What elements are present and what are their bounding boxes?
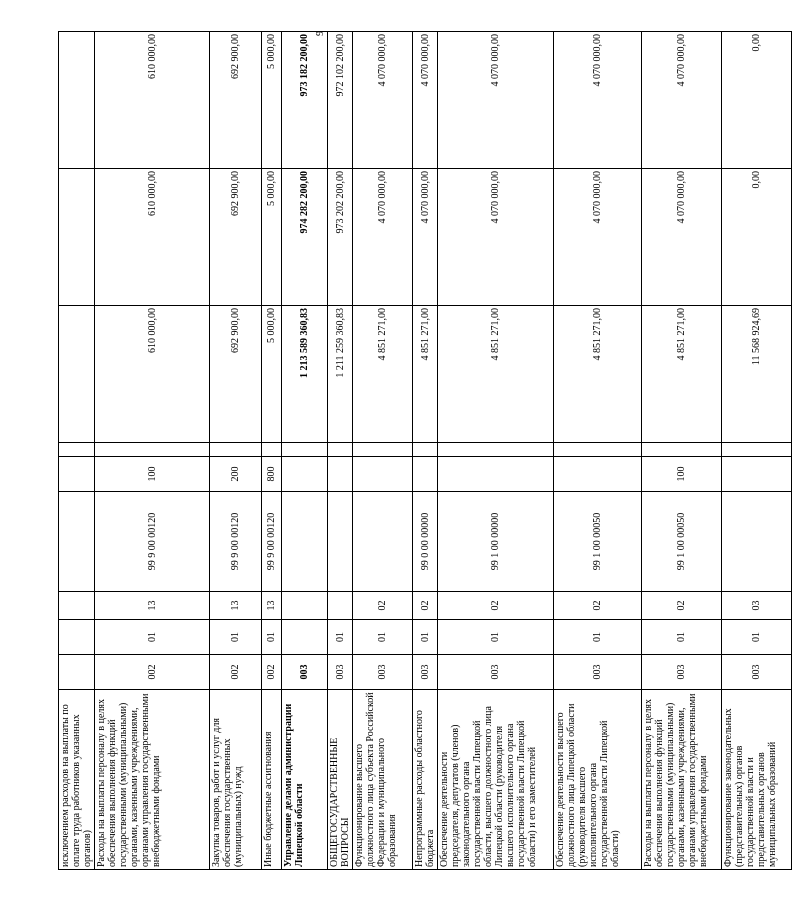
budget-table bbox=[58, 31, 792, 870]
table-row bbox=[413, 32, 438, 870]
amount-year-2: 692 900,00 bbox=[210, 169, 262, 306]
code-admin: 002 bbox=[210, 655, 262, 690]
table-row bbox=[353, 32, 413, 870]
code-admin: 003 bbox=[282, 655, 328, 690]
code-expense-type: 800 bbox=[262, 457, 282, 492]
amount-year-3: 4 070 000,00 bbox=[413, 32, 438, 169]
empty-cell bbox=[262, 443, 282, 457]
code-section: 01 bbox=[554, 620, 642, 655]
code-admin: 003 bbox=[554, 655, 642, 690]
amount-year-1: 1 211 259 360,83 bbox=[328, 306, 353, 443]
amount-year-1: 1 213 589 360,83 bbox=[282, 306, 328, 443]
amount-year-3: 4 070 000,00 bbox=[353, 32, 413, 169]
amount-year-3: 4 070 000,00 bbox=[438, 32, 554, 169]
amount-year-1: 4 851 271,00 bbox=[353, 306, 413, 443]
amount-year-1: 4 851 271,00 bbox=[642, 306, 722, 443]
code-expense-type bbox=[438, 457, 554, 492]
code-expense-type bbox=[554, 457, 642, 492]
code-expense-type bbox=[59, 457, 95, 492]
code-section: 01 bbox=[413, 620, 438, 655]
amount-year-3: 0,00 bbox=[722, 32, 792, 169]
table-row bbox=[554, 32, 642, 870]
code-expense-type: 100 bbox=[642, 457, 722, 492]
code-expense-type bbox=[282, 457, 328, 492]
code-section: 01 bbox=[262, 620, 282, 655]
table-row bbox=[282, 32, 328, 870]
amount-year-3 bbox=[59, 32, 95, 169]
code-target: 99 9 00 00120 bbox=[95, 492, 210, 592]
page-number: 9 bbox=[315, 31, 326, 36]
amount-year-2: 973 202 200,00 bbox=[328, 169, 353, 306]
code-section bbox=[59, 620, 95, 655]
amount-year-3: 5 000,00 bbox=[262, 32, 282, 169]
code-admin: 003 bbox=[722, 655, 792, 690]
code-subsection: 03 bbox=[722, 592, 792, 620]
table-row bbox=[328, 32, 353, 870]
amount-year-2 bbox=[59, 169, 95, 306]
amount-year-2: 4 070 000,00 bbox=[554, 169, 642, 306]
code-subsection: 13 bbox=[210, 592, 262, 620]
code-target: 99 1 00 00000 bbox=[438, 492, 554, 592]
row-name: Управление делами администрации Липецкой области bbox=[282, 690, 328, 870]
code-subsection: 02 bbox=[353, 592, 413, 620]
amount-year-1: 5 000,00 bbox=[262, 306, 282, 443]
amount-year-2: 4 070 000,00 bbox=[438, 169, 554, 306]
rotated-sheet bbox=[58, 32, 778, 870]
code-target bbox=[59, 492, 95, 592]
code-subsection: 13 bbox=[262, 592, 282, 620]
amount-year-2: 610 000,00 bbox=[95, 169, 210, 306]
code-expense-type bbox=[328, 457, 353, 492]
table-row bbox=[262, 32, 282, 870]
empty-cell bbox=[353, 443, 413, 457]
amount-year-2: 4 070 000,00 bbox=[413, 169, 438, 306]
row-name: Иные бюджетные ассигнования bbox=[262, 690, 282, 870]
row-name: исключением расходов на выплаты по оплате труда работников указанных органов) bbox=[59, 690, 95, 870]
amount-year-2: 974 282 200,00 bbox=[282, 169, 328, 306]
code-target bbox=[328, 492, 353, 592]
row-name: Обеспечение деятельности председателя, депутатов (членов) законодательного органа государственной власти Липецкой области, высшего должностного лица Липецкой области (руководителя высшего исполнительного органа государственной власти Липецкой области) и его заместителей bbox=[438, 690, 554, 870]
empty-cell bbox=[328, 443, 353, 457]
code-section: 01 bbox=[95, 620, 210, 655]
code-subsection: 02 bbox=[642, 592, 722, 620]
code-subsection bbox=[59, 592, 95, 620]
empty-cell bbox=[282, 443, 328, 457]
amount-year-1: 4 851 271,00 bbox=[554, 306, 642, 443]
code-subsection bbox=[282, 592, 328, 620]
row-name: Закупка товаров, работ и услуг для обеспечения государственных (муниципальных) нужд bbox=[210, 690, 262, 870]
code-expense-type bbox=[413, 457, 438, 492]
row-name: ОБЩЕГОСУДАРСТВЕННЫЕ ВОПРОСЫ bbox=[328, 690, 353, 870]
table-row bbox=[722, 32, 792, 870]
table-row bbox=[210, 32, 262, 870]
empty-cell bbox=[95, 443, 210, 457]
empty-cell bbox=[59, 443, 95, 457]
amount-year-3: 972 102 200,00 bbox=[328, 32, 353, 169]
empty-cell bbox=[554, 443, 642, 457]
row-name: Функционирование высшего должностного лица субъекта Российской Федерации и муниципального образования bbox=[353, 690, 413, 870]
table-row bbox=[59, 32, 95, 870]
table-row bbox=[642, 32, 722, 870]
code-target: 99 9 00 00120 bbox=[262, 492, 282, 592]
table-row bbox=[438, 32, 554, 870]
empty-cell bbox=[210, 443, 262, 457]
code-admin: 003 bbox=[413, 655, 438, 690]
amount-year-3: 692 900,00 bbox=[210, 32, 262, 169]
code-subsection: 02 bbox=[554, 592, 642, 620]
amount-year-3: 973 182 200,00 bbox=[282, 32, 328, 169]
empty-cell bbox=[413, 443, 438, 457]
code-target bbox=[353, 492, 413, 592]
code-admin: 002 bbox=[95, 655, 210, 690]
code-target bbox=[282, 492, 328, 592]
amount-year-1: 11 568 924,69 bbox=[722, 306, 792, 443]
code-target: 99 1 00 00050 bbox=[642, 492, 722, 592]
code-section bbox=[282, 620, 328, 655]
amount-year-2: 5 000,00 bbox=[262, 169, 282, 306]
amount-year-3: 4 070 000,00 bbox=[554, 32, 642, 169]
amount-year-2: 0,00 bbox=[722, 169, 792, 306]
row-name: Расходы на выплаты персоналу в целях обеспечения выполнения функций государственными (муниципальными) органами, казенными учреждениями, органами управления государственными внебюджетными фондами bbox=[95, 690, 210, 870]
row-name: Расходы на выплаты персоналу в целях обеспечения выполнения функций государственными (муниципальными) органами, казенными учреждениями, органами управления государственными внебюджетными фондами bbox=[642, 690, 722, 870]
amount-year-1: 4 851 271,00 bbox=[438, 306, 554, 443]
code-subsection: 02 bbox=[413, 592, 438, 620]
amount-year-3: 4 070 000,00 bbox=[642, 32, 722, 169]
code-target: 99 9 00 00120 bbox=[210, 492, 262, 592]
row-name: Функционирование законодательных (представительных) органов государственной власти и представительных органов муниципальных образований bbox=[722, 690, 792, 870]
amount-year-1: 692 900,00 bbox=[210, 306, 262, 443]
code-target: 99 0 00 00000 bbox=[413, 492, 438, 592]
code-expense-type: 200 bbox=[210, 457, 262, 492]
amount-year-2: 4 070 000,00 bbox=[353, 169, 413, 306]
code-section: 01 bbox=[722, 620, 792, 655]
table-rotor bbox=[58, 32, 778, 870]
code-section: 01 bbox=[328, 620, 353, 655]
code-expense-type bbox=[722, 457, 792, 492]
row-name: Непрограммные расходы областного бюджета bbox=[413, 690, 438, 870]
empty-cell bbox=[722, 443, 792, 457]
amount-year-3: 610 000,00 bbox=[95, 32, 210, 169]
code-target: 99 1 00 00050 bbox=[554, 492, 642, 592]
amount-year-1: 4 851 271,00 bbox=[413, 306, 438, 443]
code-section: 01 bbox=[642, 620, 722, 655]
code-admin: 003 bbox=[642, 655, 722, 690]
code-section: 01 bbox=[210, 620, 262, 655]
amount-year-2: 4 070 000,00 bbox=[642, 169, 722, 306]
code-admin: 003 bbox=[353, 655, 413, 690]
code-target bbox=[722, 492, 792, 592]
code-expense-type bbox=[353, 457, 413, 492]
code-expense-type: 100 bbox=[95, 457, 210, 492]
row-name: Обеспечение деятельности высшего должностного лица Липецкой области (руководителя высшего исполнительного органа государственной власти Липецкой области) bbox=[554, 690, 642, 870]
code-admin: 003 bbox=[438, 655, 554, 690]
code-subsection bbox=[328, 592, 353, 620]
code-subsection: 13 bbox=[95, 592, 210, 620]
amount-year-1 bbox=[59, 306, 95, 443]
code-subsection: 02 bbox=[438, 592, 554, 620]
table-row bbox=[95, 32, 210, 870]
empty-cell bbox=[438, 443, 554, 457]
code-admin bbox=[59, 655, 95, 690]
code-admin: 002 bbox=[262, 655, 282, 690]
code-section: 01 bbox=[438, 620, 554, 655]
code-admin: 003 bbox=[328, 655, 353, 690]
code-section: 01 bbox=[353, 620, 413, 655]
empty-cell bbox=[642, 443, 722, 457]
amount-year-1: 610 000,00 bbox=[95, 306, 210, 443]
